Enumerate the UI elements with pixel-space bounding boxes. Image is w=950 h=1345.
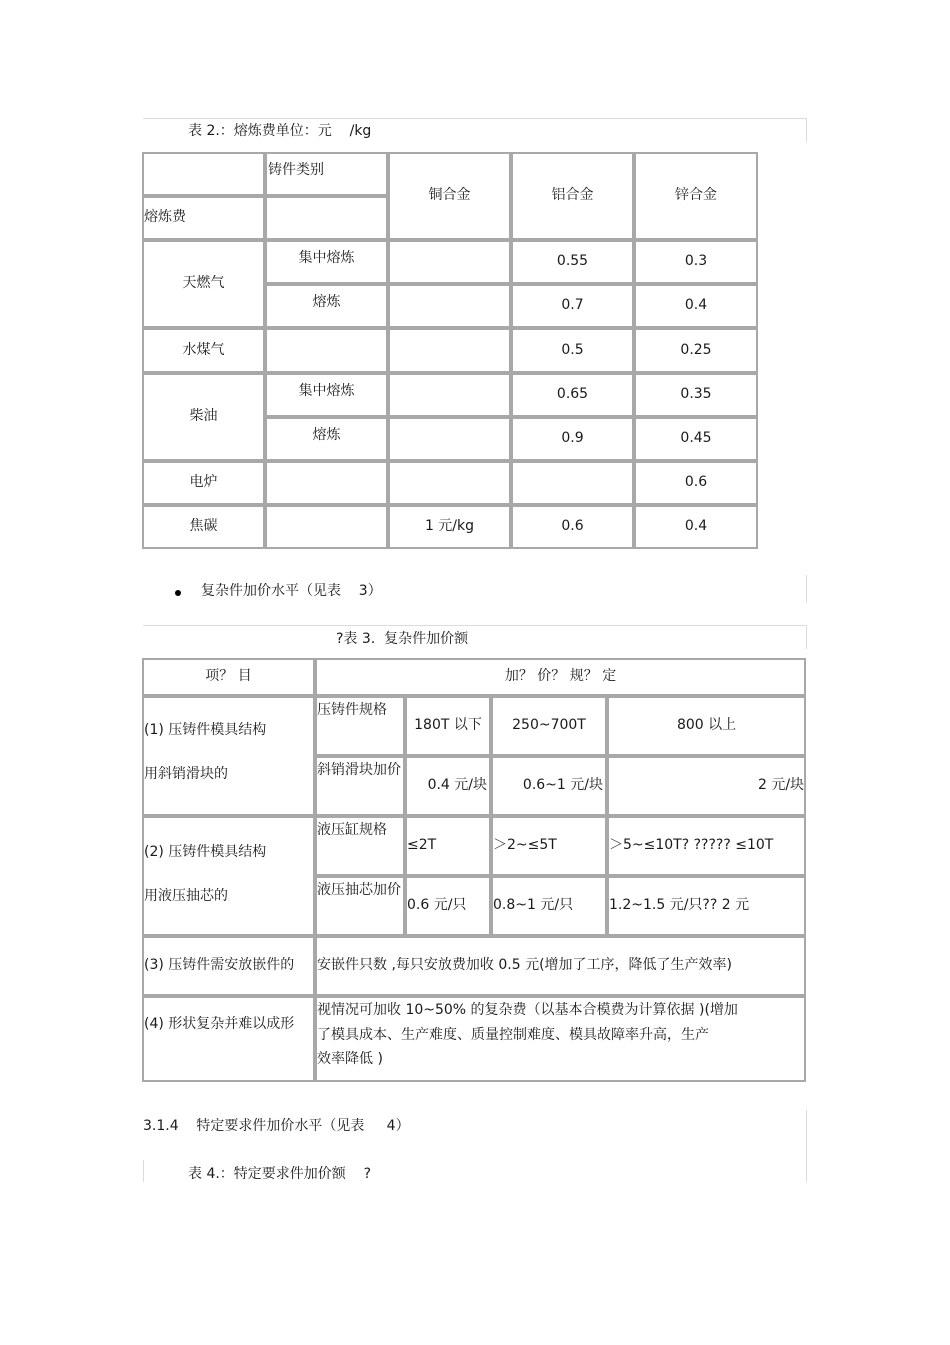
aluminum-cell: 0.7: [511, 284, 634, 328]
rule-header: 加？ 价？ 规？ 定: [315, 658, 806, 696]
fuel-cell: 柴油: [142, 373, 265, 461]
zinc-cell: 0.4: [634, 284, 758, 328]
melting-fee-header: 熔炼费: [142, 196, 265, 240]
table3-caption: ?表 3. 复杂件加价额: [336, 631, 469, 647]
price-cell: 0.8~1 元/只: [491, 876, 607, 936]
copper-cell: [388, 461, 511, 505]
zinc-cell: 0.45: [634, 417, 758, 461]
spec-label-cell: 压铸件规格: [315, 696, 405, 756]
column-header-aluminum: 铝合金: [511, 152, 634, 240]
price-cell: 0.6 元/只: [405, 876, 491, 936]
spec-cell: 800 以上: [607, 696, 806, 756]
rule-cell: 安嵌件只数 ,每只安放费加收 0.5 元(增加了工序，降低了生产效率): [315, 936, 806, 996]
spec-cell: 180T 以下: [405, 696, 491, 756]
item-line: 用液压抽芯的: [144, 887, 228, 904]
fuel-cell: 天燃气: [142, 240, 265, 328]
rule-cell: [315, 996, 806, 1082]
bullet-text: 复杂件加价水平（见表 3）: [201, 583, 382, 599]
blank-header-cell: [142, 152, 265, 196]
item-line: (1) 压铸件模具结构: [144, 722, 267, 738]
table-row: [142, 936, 806, 996]
method-cell: [265, 328, 388, 373]
fuel-cell: 电炉: [142, 461, 265, 505]
method-cell: 集中熔炼: [265, 240, 388, 284]
table-row: [142, 461, 758, 505]
price-cell: 1.2~1.5 元/只?? 2 元: [607, 876, 806, 936]
table-row: [142, 505, 758, 549]
copper-cell: 1 元/kg: [388, 505, 511, 549]
table2-caption: 表 2.：熔炼费单位：元 /kg: [188, 123, 372, 139]
blank-header-cell: [265, 196, 388, 240]
zinc-cell: 0.35: [634, 373, 758, 417]
price-cell: 0.6~1 元/块: [491, 756, 607, 816]
aluminum-cell: 0.5: [511, 328, 634, 373]
fuel-cell: 水煤气: [142, 328, 265, 373]
copper-cell: [388, 240, 511, 284]
price-label-cell: 斜销滑块加价: [315, 756, 405, 816]
bullet-dot: [175, 590, 181, 596]
aluminum-cell: 0.6: [511, 505, 634, 549]
zinc-cell: 0.6: [634, 461, 758, 505]
section-heading: 3.1.4 特定要求件加价水平（见表 4）: [143, 1118, 410, 1134]
rule-line: 视情况可加收 10~50% 的复杂费（以基本合模费为计算依据 )(增加: [317, 1002, 738, 1018]
method-cell: 熔炼: [265, 284, 388, 328]
price-cell: 0.4 元/块: [405, 756, 491, 816]
copper-cell: [388, 328, 511, 373]
spec-label-cell: 液压缸规格: [315, 816, 405, 876]
table-row: [142, 240, 758, 284]
spec-cell: ≤2T: [405, 816, 491, 876]
item-cell: [142, 696, 315, 816]
aluminum-cell: 0.65: [511, 373, 634, 417]
item-cell: [142, 816, 315, 936]
rule-line: 效率降低 ): [317, 1051, 383, 1068]
item-header: 项？ 目: [142, 658, 315, 696]
item-line: (2) 压铸件模具结构: [144, 844, 267, 860]
fuel-cell: 焦碳: [142, 505, 265, 549]
item-cell: (3) 压铸件需安放嵌件的: [142, 936, 315, 996]
table-row: [142, 373, 758, 417]
column-header-copper: 铜合金: [388, 152, 511, 240]
method-cell: 集中熔炼: [265, 373, 388, 417]
spec-cell: ＞5~≤10T? ????? ≤10T: [607, 816, 806, 876]
zinc-cell: 0.3: [634, 240, 758, 284]
copper-cell: [388, 417, 511, 461]
spec-cell: 250~700T: [491, 696, 607, 756]
aluminum-cell: 0.9: [511, 417, 634, 461]
item-line: 用斜销滑块的: [144, 765, 228, 782]
column-header-zinc: 锌合金: [634, 152, 758, 240]
copper-cell: [388, 373, 511, 417]
aluminum-cell: 0.55: [511, 240, 634, 284]
table-row: [142, 328, 758, 373]
table4-caption: 表 4.：特定要求件加价额 ?: [188, 1166, 372, 1182]
zinc-cell: 0.25: [634, 328, 758, 373]
item-cell: (4) 形状复杂并难以成形: [142, 996, 315, 1082]
rule-line: 了模具成本、生产难度、质量控制难度、模具故障率升高，生产: [317, 1026, 709, 1043]
price-cell: 2 元/块: [607, 756, 806, 816]
spec-cell: ＞2~≤5T: [491, 816, 607, 876]
complex-part-markup-table: [142, 658, 806, 1082]
casting-type-header: 铸件类别: [265, 152, 388, 196]
price-label-cell: 液压抽芯加价: [315, 876, 405, 936]
aluminum-cell: [511, 461, 634, 505]
melting-fee-table: [142, 152, 758, 549]
zinc-cell: 0.4: [634, 505, 758, 549]
method-cell: [265, 461, 388, 505]
table-row: [142, 996, 806, 1082]
table-row: [142, 696, 806, 756]
table-row: [142, 816, 806, 876]
method-cell: 熔炼: [265, 417, 388, 461]
method-cell: [265, 505, 388, 549]
copper-cell: [388, 284, 511, 328]
